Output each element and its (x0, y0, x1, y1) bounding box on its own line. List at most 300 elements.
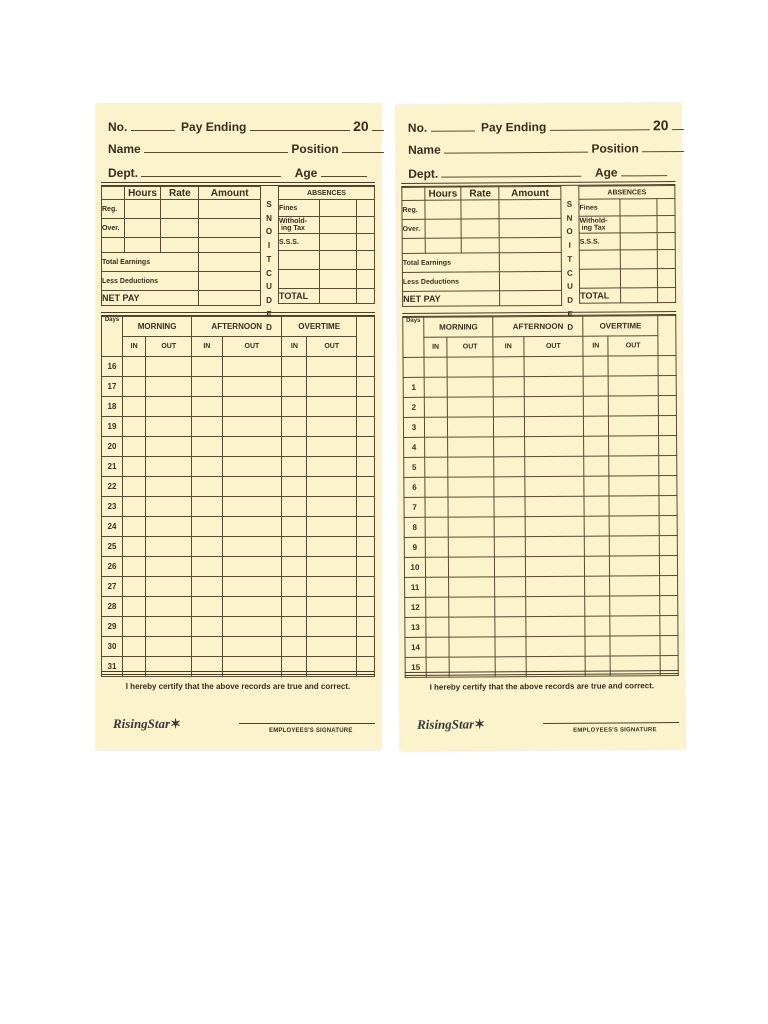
pay-ending-field[interactable] (550, 120, 650, 131)
time-cell[interactable] (222, 457, 282, 477)
cell[interactable] (357, 217, 375, 234)
time-cell[interactable] (357, 357, 375, 377)
cell[interactable] (161, 219, 199, 238)
signature-line[interactable] (239, 723, 375, 724)
time-cell[interactable] (424, 377, 447, 397)
day-row (404, 456, 677, 478)
cell[interactable] (357, 270, 375, 289)
deductions-table (578, 185, 676, 304)
time-cell[interactable] (307, 437, 357, 457)
time-cell[interactable] (584, 496, 609, 516)
time-cell[interactable] (357, 637, 375, 657)
time-cell[interactable] (584, 476, 609, 496)
time-cell[interactable] (307, 617, 357, 637)
cell[interactable] (425, 219, 462, 238)
day-number: 23 (102, 497, 123, 517)
time-cell[interactable] (307, 477, 357, 497)
cell[interactable] (500, 237, 562, 252)
cell[interactable] (621, 288, 658, 303)
time-cell[interactable] (307, 497, 357, 517)
time-cell[interactable] (282, 577, 307, 597)
hours-header: Hours (124, 187, 161, 200)
time-cell[interactable] (222, 537, 282, 557)
time-cell[interactable] (146, 477, 192, 497)
cell[interactable] (161, 238, 199, 253)
time-cell[interactable] (495, 637, 525, 657)
time-cell[interactable] (609, 436, 659, 456)
time-cell[interactable] (660, 596, 678, 616)
time-cell[interactable] (585, 536, 610, 556)
time-cell[interactable] (123, 457, 146, 477)
time-cell[interactable] (123, 497, 146, 517)
cell[interactable] (658, 288, 676, 303)
time-cell[interactable] (424, 357, 447, 377)
time-cell[interactable] (222, 477, 282, 497)
time-cell[interactable] (282, 377, 307, 397)
time-cell[interactable] (192, 537, 222, 557)
time-cell[interactable] (307, 557, 357, 577)
time-cell[interactable] (425, 557, 448, 577)
time-cell[interactable] (307, 597, 357, 617)
cell[interactable] (199, 253, 261, 272)
reg-label: Reg. (402, 200, 425, 219)
time-cell[interactable] (123, 357, 146, 377)
time-cell[interactable] (282, 557, 307, 577)
time-cell[interactable] (609, 376, 659, 396)
time-cell[interactable] (524, 416, 584, 436)
time-cell[interactable] (660, 636, 678, 656)
cell[interactable] (657, 250, 675, 269)
cell[interactable] (461, 200, 499, 219)
withholding-tax-line1: Withold- (279, 218, 307, 225)
time-cell[interactable] (146, 397, 192, 417)
time-cell[interactable] (525, 556, 585, 576)
time-cell[interactable] (609, 416, 659, 436)
time-cell[interactable] (357, 397, 375, 417)
out-header: OUT (608, 336, 658, 356)
time-cell[interactable] (222, 417, 282, 437)
time-cell[interactable] (282, 517, 307, 537)
time-cell[interactable] (123, 437, 146, 457)
time-cell[interactable] (282, 497, 307, 517)
pay-ending-label: Pay Ending (480, 119, 547, 135)
time-cell[interactable] (525, 516, 585, 536)
time-cell[interactable] (282, 637, 307, 657)
time-cell[interactable] (659, 556, 677, 576)
cell[interactable] (124, 200, 161, 219)
time-cell[interactable] (584, 436, 609, 456)
time-cell[interactable] (222, 577, 282, 597)
time-cell[interactable] (192, 597, 222, 617)
time-cell[interactable] (146, 577, 192, 597)
time-cell[interactable] (609, 476, 659, 496)
time-cell[interactable] (447, 357, 493, 377)
time-cell[interactable] (307, 377, 357, 397)
cell[interactable] (500, 271, 562, 290)
time-cell[interactable] (495, 597, 525, 617)
cell[interactable] (320, 251, 357, 270)
time-cell[interactable] (658, 396, 676, 416)
time-cell[interactable] (494, 477, 524, 497)
time-cell[interactable] (425, 537, 448, 557)
time-cell[interactable] (583, 356, 608, 376)
time-cell[interactable] (425, 477, 448, 497)
time-cell[interactable] (449, 637, 495, 657)
time-cell[interactable] (658, 416, 676, 436)
cell[interactable] (500, 252, 562, 271)
cell[interactable] (320, 270, 357, 289)
cell[interactable] (199, 291, 261, 306)
time-cell[interactable] (585, 596, 610, 616)
time-cell[interactable] (146, 617, 192, 637)
deductions-letter: I (267, 241, 271, 251)
time-cell[interactable] (357, 477, 375, 497)
time-cell[interactable] (307, 517, 357, 537)
certification-text: I hereby certify that the above records are true and correct. (125, 682, 351, 691)
time-cell[interactable] (449, 537, 495, 557)
time-cell[interactable] (192, 617, 222, 637)
time-cell[interactable] (282, 417, 307, 437)
time-cell[interactable] (146, 517, 192, 537)
time-cell[interactable] (192, 437, 222, 457)
time-cell[interactable] (426, 597, 449, 617)
time-cell[interactable] (610, 536, 660, 556)
cell[interactable] (199, 272, 261, 291)
cell[interactable] (657, 216, 675, 233)
time-cell[interactable] (424, 417, 447, 437)
time-cell[interactable] (357, 517, 375, 537)
cell[interactable] (124, 219, 161, 238)
cell[interactable] (199, 200, 261, 219)
time-cell[interactable] (282, 477, 307, 497)
time-cell[interactable] (449, 577, 495, 597)
cell[interactable] (357, 251, 375, 270)
time-cell[interactable] (123, 557, 146, 577)
name-field[interactable] (144, 143, 288, 153)
signature-line[interactable] (543, 722, 679, 724)
time-cell[interactable] (146, 417, 192, 437)
cell[interactable] (620, 199, 657, 216)
time-cell[interactable] (493, 397, 523, 417)
time-cell[interactable] (357, 597, 375, 617)
time-cell[interactable] (307, 417, 357, 437)
time-cell[interactable] (493, 377, 523, 397)
time-cell[interactable] (426, 637, 449, 657)
time-cell[interactable] (525, 616, 585, 636)
time-cell[interactable] (448, 517, 494, 537)
time-cell[interactable] (192, 637, 222, 657)
time-cell[interactable] (494, 437, 524, 457)
time-cell[interactable] (282, 597, 307, 617)
cell[interactable] (620, 250, 657, 269)
time-cell[interactable] (660, 576, 678, 596)
dept-label: Dept. (408, 166, 439, 181)
cell[interactable] (124, 238, 161, 253)
time-cell[interactable] (584, 516, 609, 536)
cell[interactable] (357, 200, 375, 217)
time-cell[interactable] (222, 557, 282, 577)
time-cell[interactable] (123, 477, 146, 497)
time-cell[interactable] (424, 397, 447, 417)
time-cell[interactable] (495, 617, 525, 637)
time-cell[interactable] (425, 517, 448, 537)
time-cell[interactable] (610, 616, 660, 636)
time-cell[interactable] (123, 597, 146, 617)
time-cell[interactable] (146, 377, 192, 397)
deductions-letter: N (266, 213, 272, 223)
time-cell[interactable] (610, 516, 660, 536)
name-field[interactable] (444, 143, 588, 154)
time-cell[interactable] (146, 357, 192, 377)
time-cell[interactable] (146, 457, 192, 477)
time-cell[interactable] (585, 556, 610, 576)
time-cell[interactable] (222, 517, 282, 537)
time-cell[interactable] (357, 377, 375, 397)
time-cell[interactable] (584, 416, 609, 436)
time-cell[interactable] (222, 497, 282, 517)
time-cell[interactable] (192, 577, 222, 597)
time-cell[interactable] (357, 497, 375, 517)
time-cell[interactable] (425, 497, 448, 517)
time-cell[interactable] (307, 637, 357, 657)
time-cell[interactable] (493, 357, 523, 377)
cell[interactable] (657, 199, 675, 216)
time-cell[interactable] (609, 396, 659, 416)
hours-header: Hours (425, 187, 462, 200)
time-cell[interactable] (123, 417, 146, 437)
no-field[interactable] (131, 121, 175, 131)
time-cell[interactable] (357, 537, 375, 557)
time-cell[interactable] (659, 476, 677, 496)
time-cell[interactable] (282, 537, 307, 557)
time-cell[interactable] (448, 497, 494, 517)
time-cell[interactable] (123, 377, 146, 397)
time-cell[interactable] (658, 376, 676, 396)
cell[interactable] (499, 218, 561, 237)
time-cell[interactable] (357, 437, 375, 457)
time-cell[interactable] (282, 357, 307, 377)
time-cell[interactable] (222, 597, 282, 617)
time-cell[interactable] (585, 576, 610, 596)
time-cell[interactable] (448, 397, 494, 417)
time-cell[interactable] (524, 496, 584, 516)
day-number: 24 (102, 517, 123, 537)
position-label: Position (291, 142, 339, 156)
time-cell[interactable] (192, 457, 222, 477)
cell[interactable] (461, 238, 499, 253)
time-cell[interactable] (146, 537, 192, 557)
time-cell[interactable] (123, 617, 146, 637)
time-cell[interactable] (146, 557, 192, 577)
time-cell[interactable] (222, 617, 282, 637)
time-cell[interactable] (583, 376, 608, 396)
position-field[interactable] (342, 143, 384, 153)
time-cell[interactable] (494, 497, 524, 517)
time-cell[interactable] (192, 397, 222, 417)
time-cell[interactable] (146, 637, 192, 657)
deductions-letter: N (566, 213, 573, 223)
time-cell[interactable] (192, 477, 222, 497)
cell[interactable] (425, 238, 462, 253)
time-cell[interactable] (426, 577, 449, 597)
cell[interactable] (161, 200, 199, 219)
time-cell[interactable] (425, 457, 448, 477)
year-prefix: 20 (652, 117, 669, 134)
cell[interactable] (620, 269, 657, 288)
deductions-letter: O (265, 227, 273, 237)
cell[interactable] (320, 234, 357, 251)
time-cell[interactable] (192, 517, 222, 537)
time-cell[interactable] (192, 377, 222, 397)
time-cell[interactable] (659, 516, 677, 536)
time-cell[interactable] (494, 517, 524, 537)
time-cell[interactable] (222, 357, 282, 377)
time-cell[interactable] (448, 457, 494, 477)
time-cell[interactable] (449, 597, 495, 617)
cell[interactable] (657, 233, 675, 250)
time-cell[interactable] (525, 636, 585, 656)
time-cell[interactable] (494, 537, 524, 557)
time-cell[interactable] (282, 457, 307, 477)
time-cell[interactable] (123, 577, 146, 597)
time-cell[interactable] (659, 456, 677, 476)
time-cell[interactable] (357, 557, 375, 577)
time-cell[interactable] (307, 577, 357, 597)
cell[interactable] (620, 233, 657, 250)
time-cell[interactable] (608, 356, 658, 376)
time-cell[interactable] (426, 617, 449, 637)
time-cell[interactable] (307, 397, 357, 417)
time-cell[interactable] (585, 616, 610, 636)
time-cell[interactable] (524, 376, 584, 396)
day-number: 7 (404, 497, 425, 517)
header-row-no (408, 117, 667, 135)
cell[interactable] (461, 219, 499, 238)
age-field[interactable] (621, 166, 667, 176)
cell[interactable] (620, 216, 657, 233)
time-cell[interactable] (146, 497, 192, 517)
time-cell[interactable] (282, 617, 307, 637)
time-cell[interactable] (494, 457, 524, 477)
time-cell[interactable] (524, 436, 584, 456)
time-cell[interactable] (222, 637, 282, 657)
time-cell[interactable] (425, 437, 448, 457)
time-cell[interactable] (357, 457, 375, 477)
time-cell[interactable] (447, 377, 493, 397)
year-field[interactable] (372, 121, 384, 131)
time-cell[interactable] (494, 417, 524, 437)
withholding-tax-label (579, 216, 620, 233)
position-field[interactable] (642, 142, 684, 152)
time-cell[interactable] (123, 537, 146, 557)
time-cell[interactable] (192, 557, 222, 577)
time-cell[interactable] (658, 356, 676, 376)
time-cell[interactable] (525, 596, 585, 616)
dept-field[interactable] (442, 167, 582, 178)
time-cell[interactable] (610, 556, 660, 576)
time-cell[interactable] (448, 437, 494, 457)
time-cell[interactable] (357, 417, 375, 437)
cell[interactable] (320, 289, 357, 304)
time-cell[interactable] (123, 517, 146, 537)
time-cell[interactable] (495, 557, 525, 577)
time-cell[interactable] (524, 356, 584, 376)
star-icon: ✶ (170, 716, 181, 731)
time-cell[interactable] (448, 417, 494, 437)
time-cell[interactable] (525, 576, 585, 596)
time-cell[interactable] (585, 636, 610, 656)
day-number: 22 (102, 477, 123, 497)
time-cell[interactable] (525, 536, 585, 556)
time-cell[interactable] (146, 437, 192, 457)
cell[interactable] (199, 219, 261, 238)
cell[interactable] (357, 289, 375, 304)
time-cell[interactable] (146, 597, 192, 617)
time-cell[interactable] (524, 396, 584, 416)
signature-label: EMPLOYEES'S SIGNATURE (269, 728, 353, 734)
cell[interactable] (320, 217, 357, 234)
year-field[interactable] (672, 120, 684, 130)
time-cell[interactable] (659, 496, 677, 516)
time-cell[interactable] (222, 437, 282, 457)
time-cell[interactable] (282, 397, 307, 417)
time-cell[interactable] (524, 476, 584, 496)
cell[interactable] (357, 234, 375, 251)
time-cell[interactable] (448, 477, 494, 497)
in-header: IN (493, 337, 523, 357)
time-cell[interactable] (659, 536, 677, 556)
time-cell[interactable] (192, 417, 222, 437)
time-cell[interactable] (307, 457, 357, 477)
time-cell[interactable] (357, 577, 375, 597)
time-cell[interactable] (609, 496, 659, 516)
time-cell[interactable] (282, 437, 307, 457)
time-cell[interactable] (357, 617, 375, 637)
time-cell[interactable] (307, 357, 357, 377)
cell[interactable] (657, 269, 675, 288)
time-cell[interactable] (307, 537, 357, 557)
cell[interactable] (425, 200, 462, 219)
pay-ending-field[interactable] (250, 121, 350, 131)
time-cell[interactable] (449, 617, 495, 637)
time-cell[interactable] (660, 616, 678, 636)
time-cell[interactable] (495, 577, 525, 597)
morning-header: MORNING (424, 317, 493, 337)
time-cell[interactable] (610, 576, 660, 596)
time-cell[interactable] (449, 557, 495, 577)
time-cell[interactable] (659, 436, 677, 456)
age-field[interactable] (321, 167, 367, 177)
time-cell[interactable] (610, 636, 660, 656)
time-cell[interactable] (584, 396, 609, 416)
dept-field[interactable] (141, 167, 281, 177)
no-field[interactable] (431, 121, 475, 131)
time-cell[interactable] (123, 397, 146, 417)
time-cell[interactable] (584, 456, 609, 476)
cell[interactable] (320, 200, 357, 217)
time-cell[interactable] (610, 596, 660, 616)
time-cell[interactable] (222, 397, 282, 417)
cell[interactable] (500, 290, 562, 305)
time-cell[interactable] (123, 637, 146, 657)
time-cell[interactable] (192, 497, 222, 517)
time-cell[interactable] (192, 357, 222, 377)
time-cell[interactable] (524, 456, 584, 476)
cell[interactable] (499, 199, 561, 218)
cell[interactable] (199, 238, 261, 253)
time-cell[interactable] (222, 377, 282, 397)
time-cell[interactable] (609, 456, 659, 476)
